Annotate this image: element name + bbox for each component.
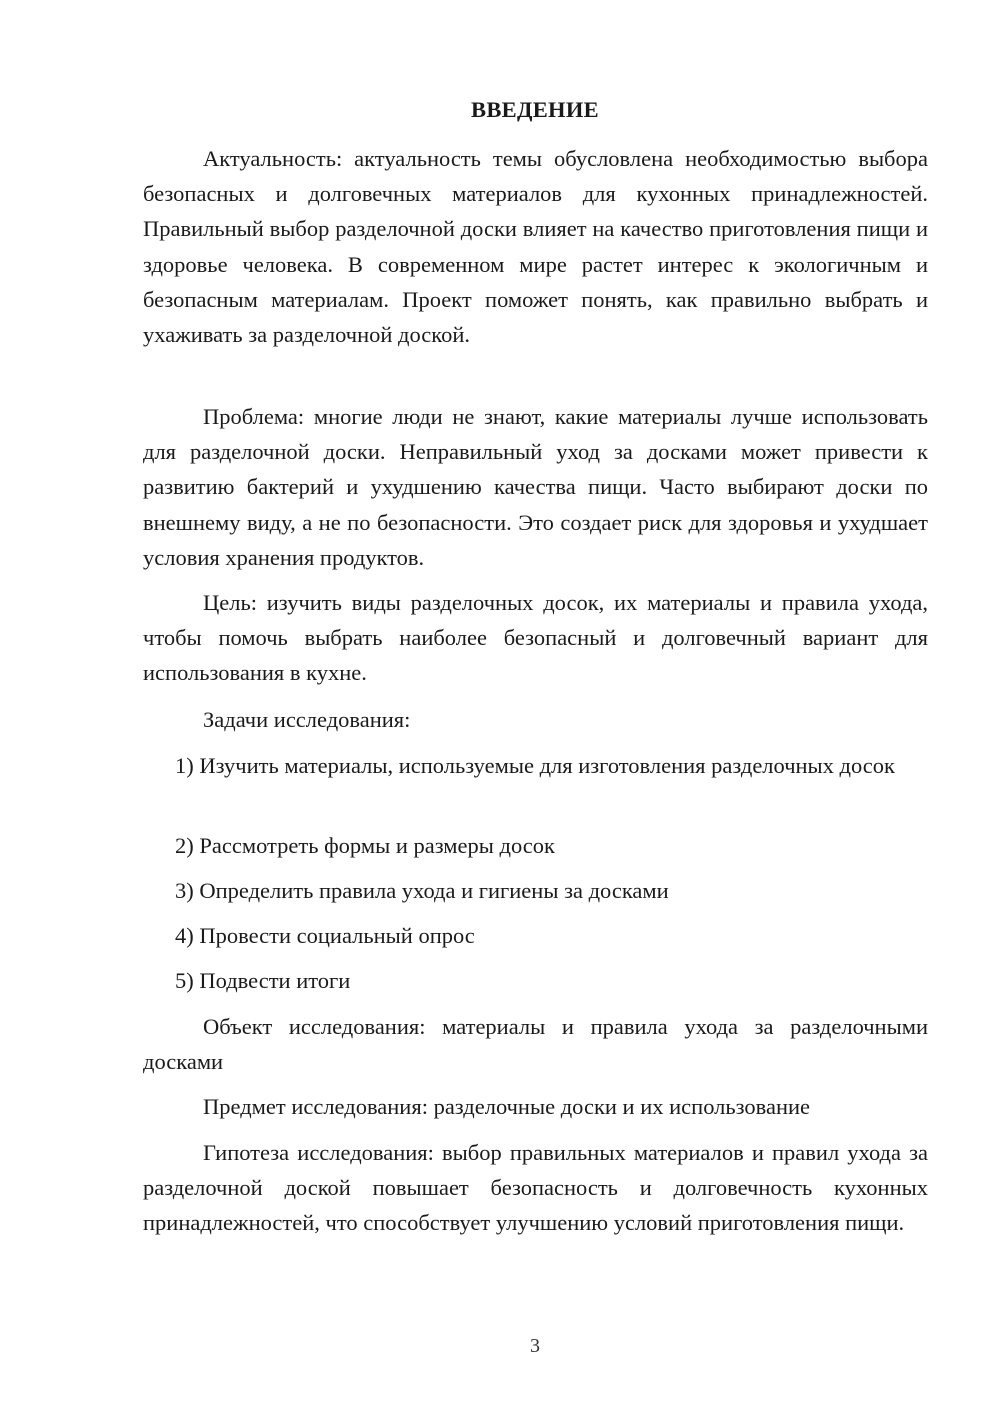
task-item-1: 1) Изучить материалы, используемые для изготовления разделочных досок: [175, 753, 895, 778]
paragraph-subject: Предмет исследования: разделочные доски и их использование: [203, 1094, 811, 1119]
paragraph-object: Объект исследования: материалы и правила ухода за разделочными досками: [143, 1014, 928, 1075]
page-title: ВВЕДЕНИЕ: [471, 97, 599, 122]
page-number: 3: [530, 1335, 540, 1357]
task-item-5: 5) Подвести итоги: [175, 968, 351, 993]
paragraph-relevance: Актуальность: актуальность темы обусловлена необходимостью выбора безопасных и долговечных материалов для кухонных принадлежностей. Правильный выбор разделочной доски влияет на качество приготовления пищи и здоровье человека. В современном мире растет интерес к экологичным и безопасным материалам. Проект поможет понять, как правильно выбрать и ухаживать за разделочной доской.: [143, 146, 928, 348]
paragraph-problem: Проблема: многие люди не знают, какие материалы лучше использовать для разделочной доски. Неправильный уход за досками может привести к развитию бактерий и ухудшению качества пищи. Часто выбирают доски по внешнему виду, а не по безопасности. Это создает риск для здоровья и ухудшает условия хранения продуктов.: [143, 404, 928, 570]
paragraph-hypothesis: Гипотеза исследования: выбор правильных материалов и правил ухода за разделочной доской повышает безопасность и долговечность кухонных принадлежностей, что способствует улучшению условий приготовления пищи.: [143, 1140, 928, 1236]
task-item-3: 3) Определить правила ухода и гигиены за досками: [175, 878, 669, 903]
task-item-4: 4) Провести социальный опрос: [175, 923, 475, 948]
tasks-heading: Задачи исследования:: [203, 707, 411, 732]
task-item-2: 2) Рассмотреть формы и размеры досок: [175, 833, 555, 858]
paragraph-goal: Цель: изучить виды разделочных досок, их материалы и правила ухода, чтобы помочь выбрать наиболее безопасный и долговечный вариант для использования в кухне.: [143, 590, 928, 686]
